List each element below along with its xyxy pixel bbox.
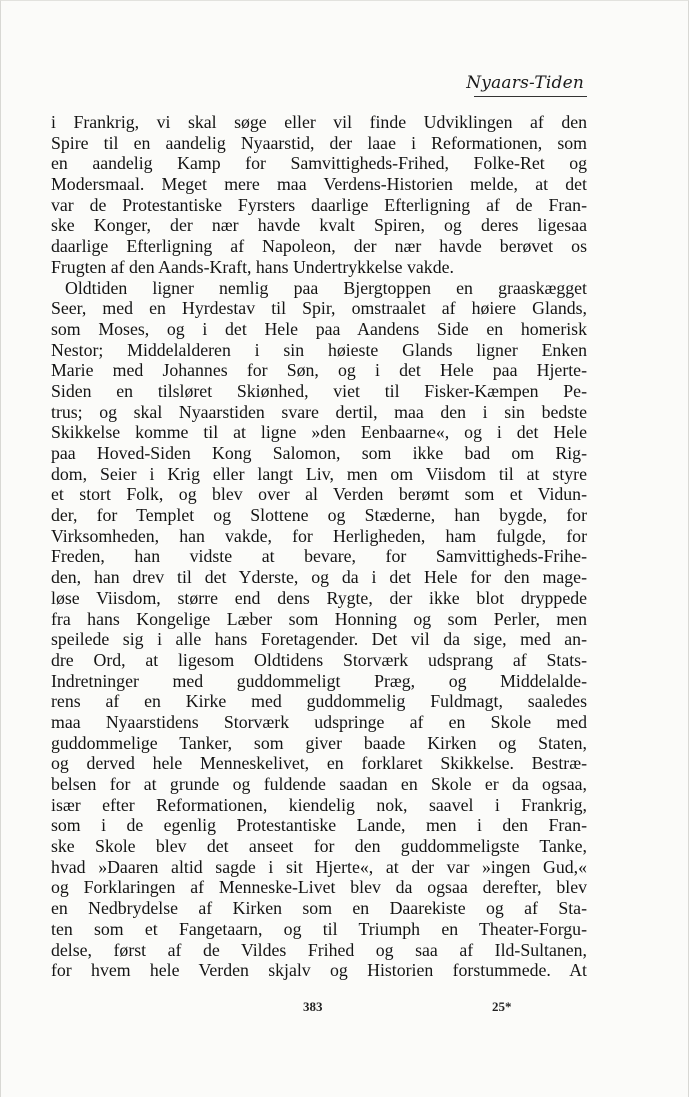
text-line: Nestor; Middelalderen i sin høieste Glands ligner Enken <box>51 339 587 360</box>
text-line: Siden en tilsløret Skiønhed, viet til Fisker-Kæmpen Pe- <box>51 380 587 401</box>
text-line: et stort Folk, og blev over al Verden berømt som et Vidun- <box>51 484 587 505</box>
text-line: en Nedbrydelse af Kirken som en Daarekiste og af Sta- <box>51 898 587 919</box>
text-line: hvad »Daaren altid sagde i sit Hjerte«, at der var »ingen Gud,« <box>51 856 587 877</box>
text-line: den, han drev til det Yderste, og da i det Hele for den mage- <box>51 567 587 588</box>
text-line: rens af en Kirke med guddommelig Fuldmagt, saaledes <box>51 691 587 712</box>
text-line: som Moses, og i det Hele paa Aandens Side en homerisk <box>51 318 587 339</box>
text-line: Freden, han vidste at bevare, for Samvittigheds-Frihe- <box>51 546 587 567</box>
text-line: dom, Seier i Krig eller langt Liv, men om Viisdom til at styre <box>51 463 587 484</box>
text-line: daarlige Efterligning af Napoleon, der nær havde berøvet os <box>51 236 587 257</box>
text-line: som i de egenlig Protestantiske Lande, men i den Fran- <box>51 815 587 836</box>
text-line: for hvem hele Verden skjalv og Historien forstummede. At <box>51 960 587 981</box>
text-line: især efter Reformationen, kiendelig nok, saavel i Frankrig, <box>51 794 587 815</box>
text-line: ten som et Fangetaarn, og til Triumph en Theater-Forgu- <box>51 918 587 939</box>
text-line: Frugten af den Aands-Kraft, hans Undertrykkelse vakde. <box>51 256 454 277</box>
text-line: fra hans Kongelige Læber som Honning og som Perler, men <box>51 608 587 629</box>
text-line: trus; og skal Nyaarstiden svare dertil, maa den i sin bedste <box>51 401 587 422</box>
text-line: speilede sig i alle hans Foretagender. Det vil da sige, med an- <box>51 629 587 650</box>
text-line: Seer, med en Hyrdestav til Spir, omstraalet af høiere Glands, <box>51 298 587 319</box>
text-line: og derved hele Menneskelivet, en forklaret Skikkelse. Bestræ- <box>51 753 587 774</box>
text-line: en aandelig Kamp for Samvittigheds-Frihed, Folke-Ret og <box>51 153 587 174</box>
text-line: løse Viisdom, større end dens Rygte, der ikke blot dryppede <box>51 587 587 608</box>
page-number: 383 <box>303 999 323 1014</box>
text-line: der, for Templet og Slottene og Stæderne, han bygde, for <box>51 505 587 526</box>
text-line: i Frankrig, vi skal søge eller vil finde Udviklingen af den <box>51 112 587 132</box>
signature-mark: 25* <box>492 999 512 1014</box>
text-line: og Forklaringen af Menneske-Livet blev da ogsaa derefter, blev <box>51 877 587 898</box>
text-line: Spire til en aandelig Nyaarstid, der laae i Reformationen, som <box>51 132 587 153</box>
text-line: ske Konger, der nær havde kvalt Spiren, og deres ligesaa <box>51 215 587 236</box>
text-line: guddommelige Tanker, som giver baade Kirken og Staten, <box>51 732 587 753</box>
text-line: maa Nyaarstidens Storværk udspringe af en Skole med <box>51 711 587 732</box>
header-rule <box>474 96 587 97</box>
running-title: Nyaars-Tiden <box>466 73 584 93</box>
text-line: Marie med Johannes for Søn, og i det Hele paa Hjerte- <box>51 360 587 381</box>
text-line: paa Hoved-Siden Kong Salomon, som ikke bad om Rig- <box>51 443 587 463</box>
text-line: belsen for at grunde og fuldende saadan en Skole er da ogsaa, <box>51 774 587 794</box>
text-line: Virksomheden, han vakde, for Herligheden, ham fulgde, for <box>51 525 587 546</box>
text-line: Indretninger med guddommeligt Præg, og Middelalde- <box>51 670 587 691</box>
text-line: Modersmaal. Meget mere maa Verdens-Historien melde, at det <box>51 174 587 195</box>
body-text <box>51 112 587 981</box>
text-line: ske Skole blev det anseet for den guddommeligste Tanke, <box>51 836 587 857</box>
text-line: dre Ord, at ligesom Oldtidens Storværk udsprang af Stats- <box>51 649 587 670</box>
text-line: Oldtiden ligner nemlig paa Bjergtoppen en graaskægget <box>65 277 587 298</box>
text-line: Skikkelse komme til at ligne »den Eenbaarne«, og i det Hele <box>51 422 587 443</box>
text-line: var de Protestantiske Fyrsters daarlige Efterligning af de Fran- <box>51 194 587 215</box>
text-line: delse, først af de Vildes Frihed og saa af Ild-Sultanen, <box>51 939 587 960</box>
